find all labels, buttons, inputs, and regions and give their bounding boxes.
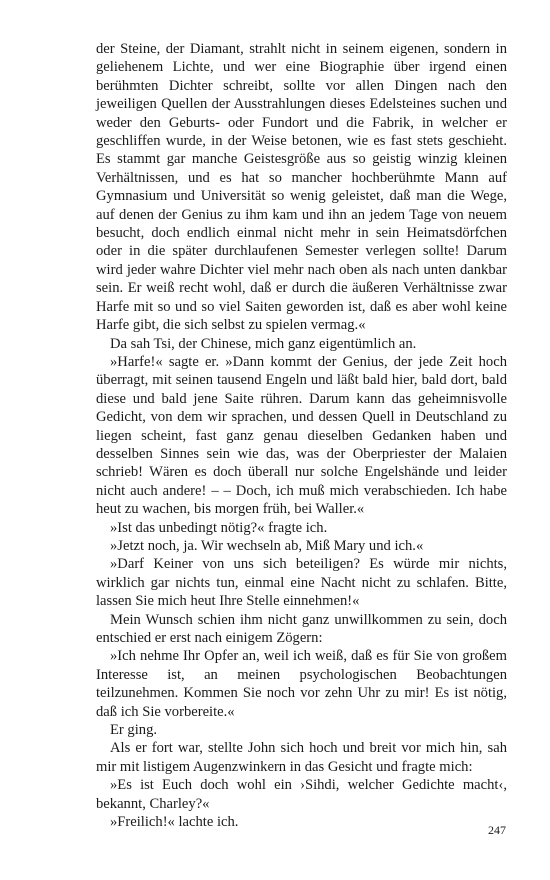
page-number: 247 xyxy=(488,823,506,837)
paragraph: Mein Wunsch schien ihm nicht ganz unwillkommen zu sein, doch entschied er erst nach einigem Zögern: xyxy=(96,611,507,646)
paragraph: »Ist das unbedingt nötig?« fragte ich. xyxy=(110,519,328,536)
paragraph: Als er fort war, stellte John sich hoch und breit vor mich hin, sah mir mit listigem Augenzwinkern in das Gesicht und fragte mich: xyxy=(96,740,507,775)
paragraph: Er ging. xyxy=(110,722,158,739)
paragraph: »Harfe!« sagte er. »Dann kommt der Genius, der jede Zeit hoch überragt, mit seinen tausend Engeln und läßt bald hier, bald dort, bald diese und bald jene Saite rühren. Darum kann das geheimnisvolle Gedicht, von dem wir sprachen, und dessen Quell in Deutschland zu liegen scheint, fast ganz genau dieselben Gedanken haben und desselben Sinnes sein wie das, was der Oberpriester der Malaien schrieb! Wären es doch überall nur solche Engelshände und leider nicht auch andere! – – Doch, ich muß mich verabschieden. Ich habe heut zu wachen, bis morgen früh, bei Waller.« xyxy=(96,353,507,518)
paragraph: »Es ist Euch doch wohl ein ›Sihdi, welcher Gedichte macht‹, bekannt, Charley?« xyxy=(96,777,507,812)
paragraph: »Jetzt noch, ja. Wir wechseln ab, Miß Mary und ich.« xyxy=(110,537,424,554)
body-text xyxy=(96,40,507,831)
paragraph: Da sah Tsi, der Chinese, mich ganz eigentümlich an. xyxy=(110,335,417,352)
paragraph: »Ich nehme Ihr Opfer an, weil ich weiß, daß es für Sie von großem Interesse ist, an meinen psychologischen Beobachtungen teilzunehmen. Kommen Sie noch vor zehn Uhr zu mir! Es ist nötig, daß ich Sie vorbereite.« xyxy=(96,648,507,720)
paragraph-continued: der Steine, der Diamant, strahlt nicht in seinem eigenen, sondern in geliehenem Lichte, und wer eine Biographie über irgend einen berühmten Dichter schreibt, sollte vor allen Dingen nach den jeweiligen Quellen der Ausstrahlungen dieses Edelsteines suchen und weder den Geburts- oder Fundort und die Fabrik, in welcher er geschliffen wurde, in der Weise betonen, wie es fast stets geschieht. Es stammt gar manche Geistesgröße aus so geistig winzig kleinen Verhältnissen, und es hat so mancher hochberühmte Mann auf Gymnasium und Universität so wenig geleistet, daß man die Wege, auf denen der Genius zu ihm kam und ihn an jedem Tage von neuem besucht, doch endlich einmal nicht mehr in sein Heimatsdörfchen oder in die später durchlaufenen Semester verlegen sollte! Darum wird jeder wahre Dichter viel mehr nach oben als nach unten dankbar sein. Er weiß recht wohl, daß er durch die äußeren Verhältnisse zwar Harfe mit so und so viel Saiten geworden ist, daß es aber wohl keine Harfe gibt, die sich selbst zu spielen vermag.« xyxy=(96,41,507,334)
paragraph: »Darf Keiner von uns sich beteiligen? Es würde mir nichts, wirklich gar nichts tun, einmal eine Nacht nicht zu schlafen. Bitte, lassen Sie mich heut Ihre Stelle einnehmen!« xyxy=(96,556,507,610)
paragraph: »Freilich!« lachte ich. xyxy=(110,814,239,831)
